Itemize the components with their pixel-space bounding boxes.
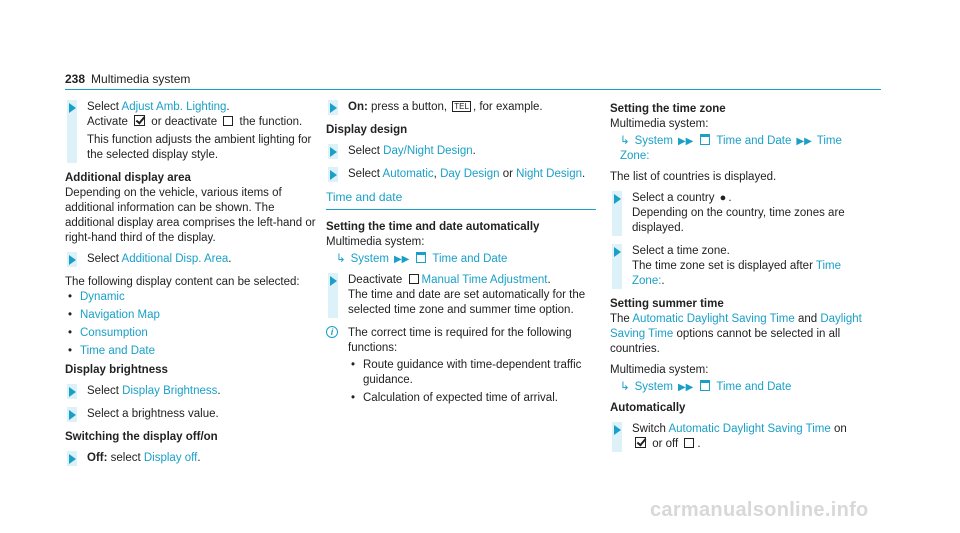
option-consumption[interactable]: • Consumption <box>65 326 317 341</box>
double-chevron-icon: ▶▶ <box>393 254 410 265</box>
tel-key-icon: TEL <box>454 102 469 111</box>
link-day-night-design[interactable]: Day/Night Design <box>383 145 473 157</box>
path-time-and-date[interactable]: Time and Date <box>432 253 508 265</box>
option-dynamic[interactable]: • Dynamic <box>65 290 317 305</box>
heading-time-zone: Setting the time zone <box>610 103 726 115</box>
para-multimedia-system: Multimedia system: <box>326 236 425 248</box>
step-description: This function adjusts the ambient lighting for the selected display style. <box>87 134 312 161</box>
link-time-zone[interactable]: Time Zone: <box>632 260 842 287</box>
header-rule <box>65 89 881 90</box>
step-display-on: On: press a button, TEL , for example. <box>326 100 596 115</box>
menu-path <box>326 252 596 267</box>
step-arrow-icon <box>330 276 337 286</box>
para-following-content: The following display content can be selected: <box>65 276 300 288</box>
path-time-and-date[interactable]: Time and Date <box>716 135 792 147</box>
checkbox-empty-icon <box>409 274 419 284</box>
para-additional-area: Depending on the vehicle, various items of additional information can be shown. The additional display area comprises the left-hand or right-hand third of the display. <box>65 187 316 244</box>
heading-automatically: Automatically <box>610 402 686 414</box>
return-arrow-icon: ↳ <box>620 381 630 393</box>
para-multimedia-system: Multimedia system: <box>610 118 709 130</box>
step-select-design: Select Automatic, Day Design or Night Design. <box>326 167 596 182</box>
checkbox-empty-icon <box>223 116 233 126</box>
watermark: carmanualsonline.info <box>650 499 869 521</box>
step-day-night-design: Select Day/Night Design. <box>326 144 596 159</box>
heading-display-brightness: Display brightness <box>65 364 168 376</box>
link-display-off[interactable]: Display off <box>143 452 198 464</box>
display-content-options <box>65 290 317 359</box>
link-day-design[interactable]: Day Design <box>440 168 500 180</box>
radio-dot-icon: ● <box>719 192 727 204</box>
calendar-icon <box>700 134 710 145</box>
path-time-and-date[interactable]: Time and Date <box>716 381 792 393</box>
step-arrow-icon <box>69 387 76 397</box>
step-arrow-icon <box>330 103 337 113</box>
checkbox-checked-icon <box>635 437 646 448</box>
step-additional-disp-area: Select Additional Disp. Area. <box>65 252 317 267</box>
heading-additional-area: Additional display area <box>65 172 191 184</box>
step-description: The time and date are set automatically for the selected time zone and summer time option. <box>348 289 586 316</box>
step-arrow-icon <box>69 454 76 464</box>
step-arrow-icon <box>69 255 76 265</box>
para-summer-time: The Automatic Daylight Saving Time and Daylight Saving Time options cannot be selected in all countries. <box>610 313 862 355</box>
checkbox-empty-icon <box>684 438 694 448</box>
section-title-time-date: Time and date <box>326 190 596 210</box>
step-arrow-icon <box>69 103 76 113</box>
menu-path <box>610 380 872 395</box>
note-items <box>348 358 596 406</box>
path-system[interactable]: System <box>350 253 389 265</box>
link-automatic-dst-switch[interactable]: Automatic Daylight Saving Time <box>668 423 831 435</box>
step-brightness-value: Select a brightness value. <box>65 407 317 422</box>
link-dst[interactable]: Daylight Saving Time <box>610 313 862 340</box>
heading-switching-display: Switching the display off/on <box>65 431 218 443</box>
column-3 <box>610 100 872 460</box>
para-multimedia-system: Multimedia system: <box>610 364 709 376</box>
path-system[interactable]: System <box>634 381 673 393</box>
option-time-and-date[interactable]: • Time and Date <box>65 344 317 359</box>
link-manual-time-adjustment[interactable]: Manual Time Adjustment <box>421 274 548 286</box>
double-chevron-icon: ▶▶ <box>677 382 694 393</box>
step-select-time-zone: Select a time zone. The time zone set is displayed after Time Zone:. <box>610 244 872 289</box>
step-description: Depending on the country, time zones are displayed. <box>632 207 845 234</box>
step-select-country: Select a country ● . Depending on the country, time zones are displayed. <box>610 191 872 236</box>
option-navigation-map[interactable]: • Navigation Map <box>65 308 317 323</box>
menu-path <box>610 134 872 164</box>
link-additional-disp-area[interactable]: Additional Disp. Area <box>121 253 229 265</box>
link-display-brightness[interactable]: Display Brightness <box>122 385 218 397</box>
step-display-brightness: Select Display Brightness. <box>65 384 317 399</box>
return-arrow-icon: ↳ <box>620 135 630 147</box>
path-time-zone[interactable]: Time Zone: <box>620 135 842 162</box>
step-deactivate-manual: Deactivate Manual Time Adjustment. The time and date are set automatically for the selected time zone and summer time option. <box>326 273 596 318</box>
calendar-icon <box>700 380 710 391</box>
step-adjust-lighting: Select Adjust Amb. Lighting. Activate or deactivate the function. This function adjusts the ambient lighting for the selected display style. <box>65 100 317 163</box>
calendar-icon <box>416 252 426 263</box>
link-automatic-dst[interactable]: Automatic Daylight Saving Time <box>632 313 795 325</box>
step-arrow-icon <box>330 147 337 157</box>
heading-display-design: Display design <box>326 124 408 136</box>
link-automatic[interactable]: Automatic <box>382 168 434 180</box>
return-arrow-icon: ↳ <box>336 253 346 265</box>
info-icon: i <box>326 326 338 338</box>
step-arrow-icon <box>614 425 621 435</box>
link-adjust-amb-lighting[interactable]: Adjust Amb. Lighting <box>121 101 227 113</box>
section-name: Multimedia system <box>91 72 191 86</box>
step-switch-automatic-dst: Switch Automatic Daylight Saving Time on or off . <box>610 422 872 452</box>
heading-auto-time-date: Setting the time and date automatically <box>326 221 540 233</box>
step-arrow-icon <box>69 410 76 420</box>
step-arrow-icon <box>614 247 621 257</box>
column-1 <box>65 100 317 474</box>
heading-summer-time: Setting summer time <box>610 298 724 310</box>
page-number: 238 <box>65 72 86 86</box>
note-item: • Route guidance with time-dependent traffic guidance. <box>348 358 596 388</box>
link-night-design[interactable]: Night Design <box>516 168 582 180</box>
step-arrow-icon <box>614 194 621 204</box>
step-arrow-icon <box>330 170 337 180</box>
note-item: • Calculation of expected time of arrival. <box>348 391 596 406</box>
double-chevron-icon: ▶▶ <box>796 136 812 147</box>
column-2 <box>326 100 596 414</box>
checkbox-checked-icon <box>134 115 145 126</box>
para-list-countries: The list of countries is displayed. <box>610 171 777 183</box>
step-display-off: Off: select Display off. <box>65 451 317 466</box>
page-header <box>65 72 190 87</box>
path-system[interactable]: System <box>634 135 673 147</box>
double-chevron-icon: ▶▶ <box>677 136 694 147</box>
info-note: i The correct time is required for the following functions: • Route guidance with time-dependent traffic guidance. • Calculation of expected time of arrival. <box>326 326 596 406</box>
